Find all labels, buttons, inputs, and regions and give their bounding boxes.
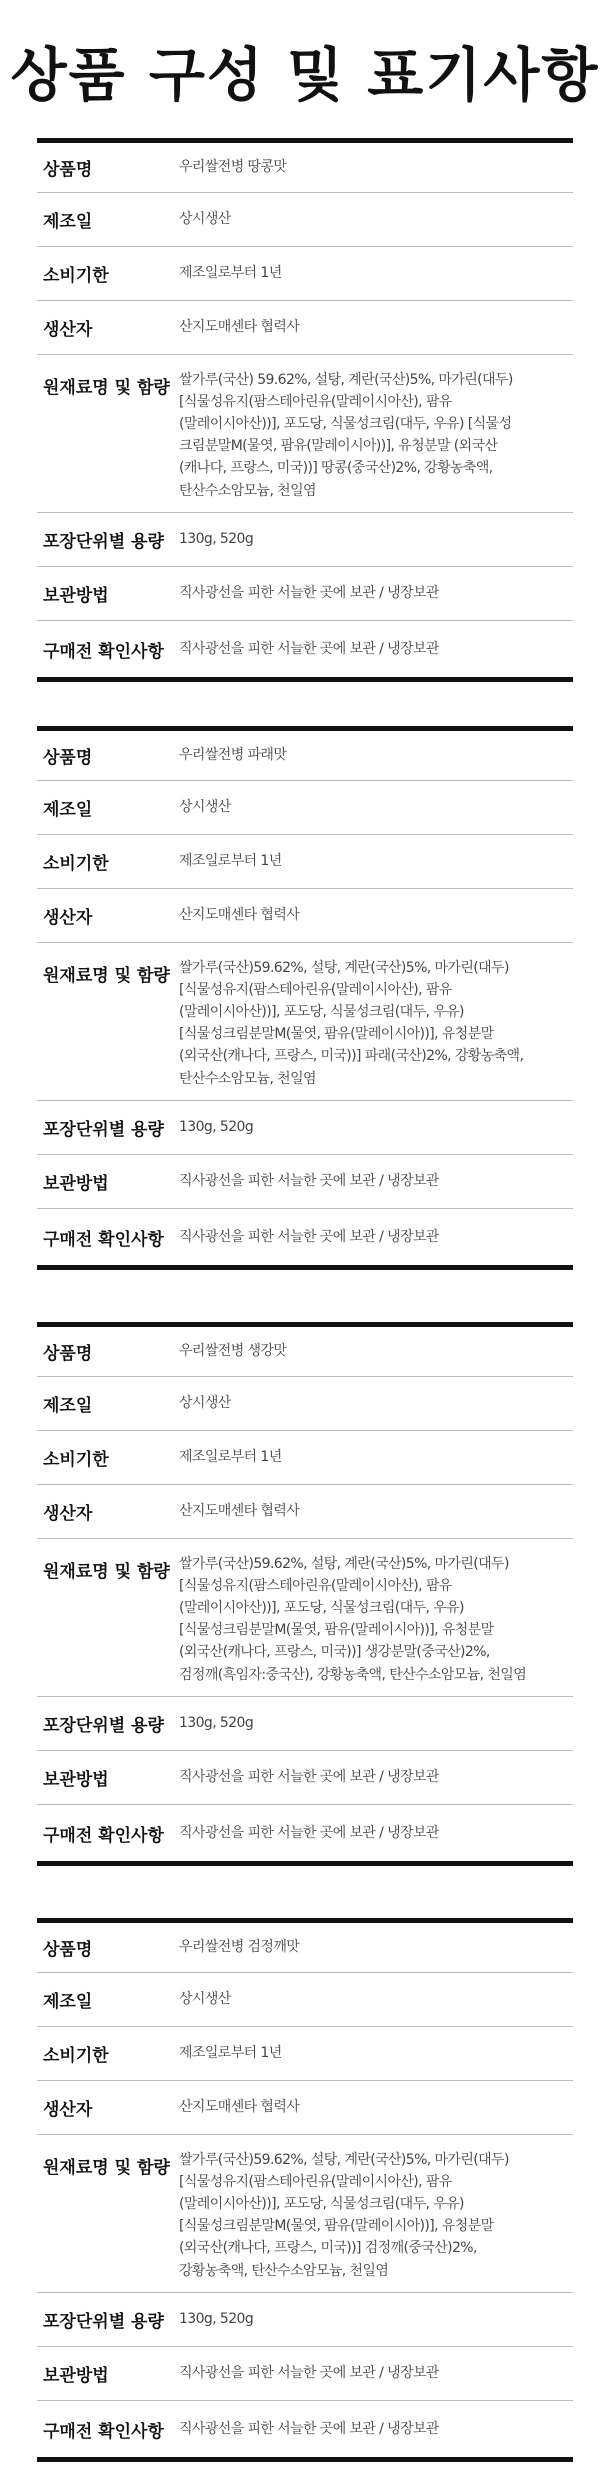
info-row	[37, 835, 573, 889]
info-value: 우리쌀전병 검정깨맛	[179, 1939, 300, 1956]
info-value: 상시생산	[179, 799, 231, 816]
info-value: 쌀가루(국산)59.62%, 설탕, 계란(국산)5%, 마가린(대두) [식물성유지(팜스테아린유(말레이시아산), 팜유 (말레이시아산))], 포도당, 식물성크림(대두, 우유) [식물성크림분말M(물엿, 팜유(말레이시아))], 유청분말 (외국산(캐나다, 프랑스, 미국))] 생강분말(중국산)2%, 검정깨(흑임자:중국산), 강황농축액, 탄산수소암모늄, 천일염	[179, 1556, 527, 1683]
info-row	[37, 1377, 573, 1431]
info-label: 상품명	[43, 1344, 93, 1364]
info-label: 원재료명 및 함량	[43, 1562, 170, 1582]
info-row	[37, 2293, 573, 2347]
info-label: 구매전 확인사항	[43, 1825, 164, 1846]
info-label: 보관방법	[43, 2366, 109, 2386]
info-label: 제조일	[43, 1396, 93, 1416]
info-row	[37, 1209, 573, 1265]
info-row	[37, 1327, 573, 1377]
info-row	[37, 1539, 573, 1697]
info-label: 보관방법	[43, 1174, 109, 1194]
info-row	[37, 2027, 573, 2081]
page-title: 상품 구성 및 표기사항	[10, 41, 600, 109]
info-row	[37, 2401, 573, 2457]
info-label: 원재료명 및 함량	[43, 2158, 170, 2178]
info-label: 제조일	[43, 800, 93, 820]
info-row	[37, 731, 573, 781]
info-row	[37, 1101, 573, 1155]
info-value: 쌀가루(국산)59.62%, 설탕, 계란(국산)5%, 마가린(대두) [식물성유지(팜스테아린유(말레이시아산), 팜유 (말레이시아산))], 포도당, 식물성크림(대두, 우유) [식물성크림분말M(물엿, 팜유(말레이시아))], 유청분말 (외국산(캐나다, 프랑스, 미국))] 파래(국산)2%, 강황농축액, 탄산수소암모늄, 천일염	[179, 960, 524, 1087]
product-section	[37, 1918, 573, 2462]
info-label: 생산자	[43, 1504, 93, 1524]
info-value: 직사광선을 피한 서늘한 곳에 보관 / 냉장보관	[179, 1824, 439, 1841]
info-value: 직사광선을 피한 서늘한 곳에 보관 / 냉장보관	[179, 640, 439, 657]
info-value: 130g, 520g	[179, 1715, 254, 1732]
info-label: 보관방법	[43, 1770, 109, 1790]
info-label: 포장단위별 용량	[43, 1120, 164, 1140]
info-label: 소비기한	[43, 854, 109, 874]
info-value: 직사광선을 피한 서늘한 곳에 보관 / 냉장보관	[179, 585, 439, 602]
info-value: 우리쌀전병 파래맛	[179, 747, 287, 764]
info-value: 직사광선을 피한 서늘한 곳에 보관 / 냉장보관	[179, 1228, 439, 1245]
info-label: 소비기한	[43, 1450, 109, 1470]
info-label: 생산자	[43, 320, 93, 340]
info-value: 산지도매센타 협력사	[179, 1503, 300, 1520]
info-row	[37, 781, 573, 835]
info-value: 산지도매센타 협력사	[179, 907, 300, 924]
info-label: 포장단위별 용량	[43, 532, 164, 552]
info-row	[37, 193, 573, 247]
info-label: 구매전 확인사항	[43, 2421, 164, 2442]
info-row	[37, 247, 573, 301]
info-value: 제조일로부터 1년	[179, 1449, 282, 1466]
info-row	[37, 513, 573, 567]
info-row	[37, 143, 573, 193]
info-row	[37, 2081, 573, 2135]
info-label: 원재료명 및 함량	[43, 966, 170, 986]
info-label: 생산자	[43, 908, 93, 928]
info-row	[37, 1923, 573, 1973]
info-value: 산지도매센타 협력사	[179, 319, 300, 336]
info-label: 생산자	[43, 2100, 93, 2120]
info-value: 상시생산	[179, 1395, 231, 1412]
info-value: 130g, 520g	[179, 2311, 254, 2328]
product-section	[37, 138, 573, 682]
info-value: 130g, 520g	[179, 1119, 254, 1136]
info-label: 포장단위별 용량	[43, 1716, 164, 1736]
info-value: 제조일로부터 1년	[179, 853, 282, 870]
info-label: 소비기한	[43, 266, 109, 286]
info-row	[37, 1431, 573, 1485]
info-value: 상시생산	[179, 211, 231, 228]
info-value: 직사광선을 피한 서늘한 곳에 보관 / 냉장보관	[179, 1173, 439, 1190]
info-value: 제조일로부터 1년	[179, 265, 282, 282]
info-label: 제조일	[43, 212, 93, 232]
info-row	[37, 1485, 573, 1539]
info-value: 130g, 520g	[179, 531, 254, 548]
info-row	[37, 1155, 573, 1209]
info-row	[37, 1751, 573, 1805]
info-value: 직사광선을 피한 서늘한 곳에 보관 / 냉장보관	[179, 2365, 439, 2382]
info-row	[37, 567, 573, 621]
info-label: 포장단위별 용량	[43, 2312, 164, 2332]
info-row	[37, 889, 573, 943]
info-row	[37, 1973, 573, 2027]
product-section	[37, 726, 573, 1270]
info-row	[37, 2347, 573, 2401]
info-row	[37, 2135, 573, 2293]
info-row	[37, 1805, 573, 1861]
info-label: 원재료명 및 함량	[43, 378, 170, 398]
info-value: 쌀가루(국산)59.62%, 설탕, 계란(국산)5%, 마가린(대두) [식물성유지(팜스테아린유(말레이시아산), 팜유 (말레이시아산))], 포도당, 식물성크림(대두, 우유) [식물성크림분말M(물엿, 팜유(말레이시아))], 유청분말 (외국산(캐나다, 프랑스, 미국))] 검정깨(중국산)2%, 강황농축액, 탄산수소암모늄, 천일염	[179, 2152, 509, 2279]
info-label: 보관방법	[43, 586, 109, 606]
info-value: 우리쌀전병 생강맛	[179, 1343, 287, 1360]
product-section	[37, 1322, 573, 1866]
info-value: 직사광선을 피한 서늘한 곳에 보관 / 냉장보관	[179, 1769, 439, 1786]
info-row	[37, 355, 573, 513]
info-row	[37, 1697, 573, 1751]
info-value: 직사광선을 피한 서늘한 곳에 보관 / 냉장보관	[179, 2420, 439, 2437]
info-value: 쌀가루(국산) 59.62%, 설탕, 계란(국산)5%, 마가린(대두) [식물성유지(팜스테아린유(말레이시아산), 팜유 (말레이시아산))], 포도당, 식물성크림(대두, 우유) [식물성 크림분말M(물엿, 팜유(말레이시아))], 유청분말 (외국산 (캐나다, 프랑스, 미국))] 땅콩(중국산)2%, 강황농축액, 탄산수소암모늄, 천일염	[179, 372, 513, 499]
info-label: 상품명	[43, 160, 93, 180]
info-label: 상품명	[43, 748, 93, 768]
info-row	[37, 301, 573, 355]
info-value: 제조일로부터 1년	[179, 2045, 282, 2062]
info-label: 상품명	[43, 1940, 93, 1960]
info-label: 구매전 확인사항	[43, 641, 164, 662]
info-label: 구매전 확인사항	[43, 1229, 164, 1250]
info-row	[37, 621, 573, 677]
info-value: 상시생산	[179, 1991, 231, 2008]
info-row	[37, 943, 573, 1101]
info-label: 제조일	[43, 1992, 93, 2012]
info-value: 산지도매센타 협력사	[179, 2099, 300, 2116]
info-label: 소비기한	[43, 2046, 109, 2066]
info-value: 우리쌀전병 땅콩맛	[179, 159, 287, 176]
